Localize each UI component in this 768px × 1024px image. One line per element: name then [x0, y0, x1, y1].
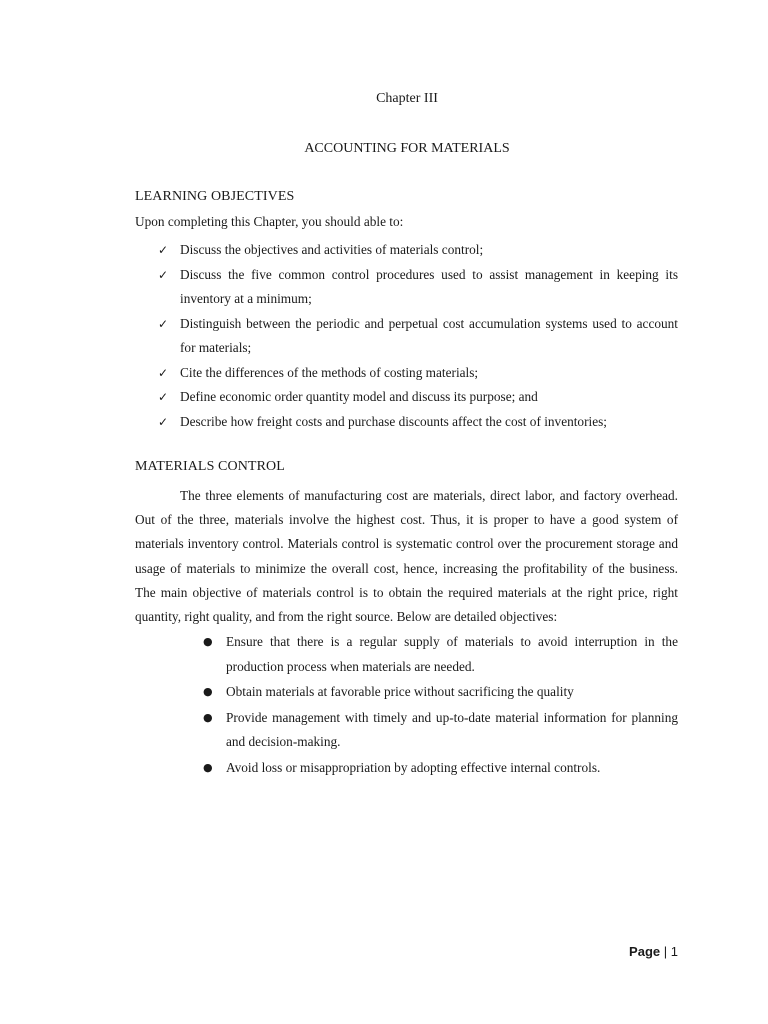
- list-item: ✓ Distinguish between the periodic and perpetual cost accumulation systems used to account for materials;: [158, 312, 678, 361]
- materials-control-objectives: [203, 630, 678, 781]
- chapter-label: Chapter III: [376, 91, 438, 106]
- check-icon: ✓: [158, 365, 169, 380]
- check-icon: ✓: [158, 316, 169, 331]
- learning-objectives-heading: LEARNING OBJECTIVES: [135, 189, 295, 204]
- list-item: ● Ensure that there is a regular supply of materials to avoid interruption in the production process when materials are needed.: [203, 630, 678, 679]
- chapter-title: ACCOUNTING FOR MATERIALS: [304, 141, 510, 156]
- check-icon: ✓: [158, 267, 169, 282]
- list-item: ✓ Discuss the five common control procedures used to assist management in keeping its inventory at a minimum;: [158, 263, 678, 312]
- materials-control-heading: MATERIALS CONTROL: [135, 459, 285, 474]
- check-icon: ✓: [158, 390, 169, 404]
- page-number-value: 1: [670, 944, 678, 959]
- list-item: ✓ Discuss the objectives and activities of materials control;: [158, 238, 678, 263]
- page-number: [629, 944, 678, 959]
- list-item: ● Avoid loss or misappropriation by adopting effective internal controls.: [203, 756, 678, 781]
- bullet-icon: ●: [203, 710, 213, 724]
- page-separator: |: [663, 944, 668, 959]
- materials-control-paragraph: The three elements of manufacturing cost are materials, direct labor, and factory overhead. Out of the three, materials involve the highest cost. Thus, it is proper to have a good system of materials inventory control. Materials control is systematic control over the procurement storage and usage of materials to minimize the overall cost, hence, increasing the profitability of the business. The main objective of materials control is to obtain the required materials at the right price, right quantity, right quality, and from the right source. Below are detailed objectives:: [135, 488, 678, 625]
- list-item: ✓ Describe how freight costs and purchase discounts affect the cost of inventories;: [158, 410, 678, 435]
- check-icon: ✓: [158, 414, 169, 429]
- list-item: ✓ Cite the differences of the methods of costing materials;: [158, 361, 678, 386]
- list-item: ✓ Define economic order quantity model and discuss its purpose; and: [158, 385, 678, 410]
- check-icon: ✓: [158, 243, 169, 257]
- bullet-icon: ●: [203, 760, 213, 774]
- list-item: ● Provide management with timely and up-to-date material information for planning and decision-making.: [203, 706, 678, 755]
- learning-objectives-list: [158, 238, 678, 434]
- page-label: Page: [629, 944, 661, 959]
- bullet-icon: ●: [203, 635, 213, 648]
- list-item: ● Obtain materials at favorable price without sacrificing the quality: [203, 680, 678, 705]
- learning-objectives-intro: Upon completing this Chapter, you should able to:: [135, 214, 404, 229]
- bullet-icon: ●: [203, 685, 213, 698]
